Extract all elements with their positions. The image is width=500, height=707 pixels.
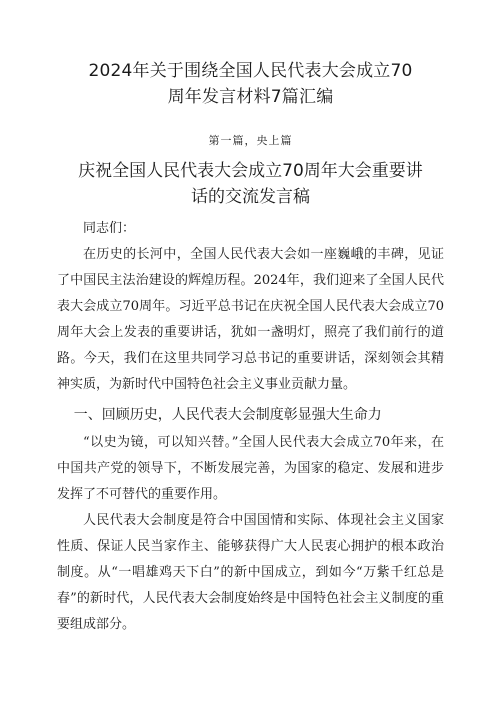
chapter-label: 第一篇，央上篇 [208, 134, 293, 147]
speech-title-line-1: 庆祝全国人民代表大会成立70周年大会重要讲 [78, 161, 423, 181]
greeting: 同志们： [83, 221, 136, 236]
document-body [57, 216, 444, 638]
speech-title [57, 158, 444, 210]
document-title-line-1: 2024年关于围绕全国人民代表大会成立70 [88, 61, 413, 81]
section-heading: 一、回顾历史，人民代表大会制度彰显强大生命力 [73, 407, 382, 423]
document-title [57, 58, 444, 110]
speech-title-line-2: 话的交流发言稿 [191, 187, 310, 207]
intro-paragraph: 在历史的长河中，全国人民代表大会如一座巍峨的丰碑，见证了中国民主法治建设的辉煌历程。2024年，我们迎来了全国人民代表大会成立70周年。习近平总书记在庆祝全国人民代表大会成立70周年大会上发表的重要讲话，犹如一盏明灯，照亮了我们前行的道路。今天，我们在这里共同学习总书记的重要讲话，深刻领会其精神实质，为新时代中国特色社会主义事业贡献力量。 [57, 247, 444, 392]
section-paragraph: 人民代表大会制度是符合中国国情和实际、体现社会主义国家性质、保证人民当家作主、能够获得广大人民衷心拥护的根本政治制度。从“一唱雄鸡天下白”的新中国成立，到如今“万紫千红总是春”的新时代，人民代表大会制度始终是中国特色社会主义制度的重要组成部分。 [57, 513, 444, 632]
document-title-line-2: 周年发言材料7篇汇编 [167, 87, 334, 107]
section-paragraph: “以史为镜，可以知兴替。”全国人民代表大会成立70年来，在中国共产党的领导下，不断发展完善，为国家的稳定、发展和进步发挥了不可替代的重要作用。 [57, 435, 444, 502]
